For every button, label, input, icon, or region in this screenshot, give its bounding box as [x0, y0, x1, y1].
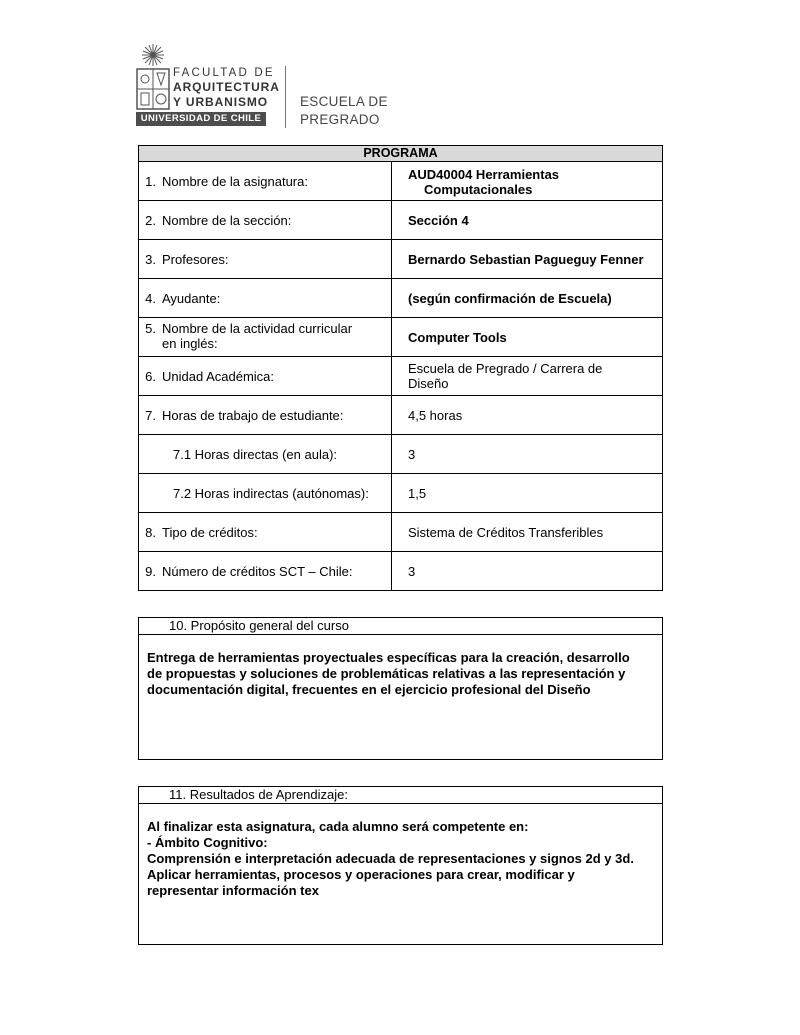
- row-value-cell: [392, 162, 662, 200]
- row-label-cell: [139, 318, 392, 356]
- row-number: 9.: [145, 563, 156, 579]
- programa-table: [138, 145, 663, 591]
- subject-code-name: AUD40004 Herramientas: [408, 167, 560, 182]
- purpose-section: [138, 617, 663, 760]
- faculty-logo: [136, 42, 280, 126]
- outcomes-line: Al finalizar esta asignatura, cada alumno será competente en:: [147, 819, 529, 834]
- table-row: [139, 162, 662, 200]
- row-number: 3.: [145, 251, 156, 267]
- faculty-name-line1: FACULTAD DE: [173, 67, 275, 79]
- purpose-line: documentación digital, frecuentes en el ejercicio profesional del Diseño: [147, 682, 591, 697]
- row-number: 5.: [145, 321, 156, 336]
- row-value: 3: [408, 446, 416, 462]
- purpose-line: Entrega de herramientas proyectuales específicas para la creación, desarrollo: [147, 650, 630, 665]
- row-label: Nombre de la asignatura:: [162, 173, 308, 189]
- row-number: 2.: [145, 212, 156, 228]
- table-row: [139, 317, 662, 356]
- programa-title: PROGRAMA: [139, 146, 662, 162]
- learning-outcomes-section: [138, 786, 663, 945]
- table-row: [139, 278, 662, 317]
- row-value: Sistema de Créditos Transferibles: [408, 524, 604, 540]
- subject-name-cont: Computacionales: [424, 182, 533, 197]
- table-row: [139, 239, 662, 278]
- university-crest-icon: [136, 42, 170, 112]
- row-label: 7.1 Horas directas (en aula):: [139, 435, 392, 473]
- purpose-line: de propuestas y soluciones de problemáticas relativas a las representación y: [147, 666, 626, 681]
- outcomes-line: Aplicar herramientas, procesos y operaciones para crear, modificar y: [147, 867, 575, 882]
- faculty-name-line2: ARQUITECTURA: [173, 80, 280, 94]
- row-value-cell: [392, 357, 662, 395]
- row-value: 4,5 horas: [408, 407, 463, 423]
- row-label: Profesores:: [162, 251, 229, 267]
- row-label: Número de créditos SCT – Chile:: [162, 563, 353, 579]
- row-label-cell: [139, 513, 392, 551]
- university-name-bar: UNIVERSIDAD DE CHILE: [136, 112, 266, 126]
- row-value: Bernardo Sebastian Pagueguy Fenner: [408, 251, 644, 267]
- row-value: Escuela de Pregrado / Carrera de: [408, 361, 603, 376]
- row-number: 4.: [145, 290, 156, 306]
- faculty-name-line3: Y URBANISMO: [173, 95, 269, 109]
- table-row: [139, 395, 662, 434]
- school-name: [300, 93, 388, 129]
- row-value: 1,5: [408, 485, 427, 501]
- outcomes-line: - Ámbito Cognitivo:: [147, 835, 268, 850]
- school-name-line1: ESCUELA DE: [300, 94, 388, 109]
- purpose-body: [139, 635, 662, 698]
- row-label: Tipo de créditos:: [162, 524, 258, 540]
- header-divider: [285, 66, 286, 128]
- table-row: [139, 200, 662, 239]
- learning-outcomes-heading: 11. Resultados de Aprendizaje:: [139, 787, 662, 804]
- row-number: 6.: [145, 368, 156, 384]
- row-number: 1.: [145, 173, 156, 189]
- row-label-cell: [139, 279, 392, 317]
- purpose-heading: 10. Propósito general del curso: [139, 618, 662, 635]
- row-label: Horas de trabajo de estudiante:: [162, 407, 344, 423]
- outcomes-line: representar información tex: [147, 883, 319, 898]
- row-value: 3: [408, 563, 416, 579]
- row-value-cont: Diseño: [408, 376, 449, 391]
- row-label: Nombre de la sección:: [162, 212, 292, 228]
- table-row: [139, 473, 662, 512]
- outcomes-line: Comprensión e interpretación adecuada de representaciones y signos 2d y 3d.: [147, 851, 634, 866]
- row-label-cont: en inglés:: [162, 336, 218, 351]
- row-label: Unidad Académica:: [162, 368, 275, 384]
- learning-outcomes-body: [139, 804, 662, 899]
- table-row: [139, 434, 662, 473]
- row-label: 7.2 Horas indirectas (autónomas):: [139, 474, 392, 512]
- table-row: [139, 512, 662, 551]
- table-row: [139, 551, 662, 590]
- row-label-cell: [139, 552, 392, 590]
- row-label-cell: [139, 357, 392, 395]
- school-name-line2: PREGRADO: [300, 112, 380, 127]
- row-label-cell: [139, 240, 392, 278]
- row-number: 8.: [145, 524, 156, 540]
- row-value: Computer Tools: [408, 329, 507, 345]
- row-value: (según confirmación de Escuela): [408, 290, 612, 306]
- row-label-cell: [139, 396, 392, 434]
- row-label-cell: [139, 201, 392, 239]
- row-value: Sección 4: [408, 212, 469, 228]
- row-label: Ayudante:: [162, 290, 221, 306]
- row-label-cell: [139, 162, 392, 200]
- row-label: Nombre de la actividad curricular: [162, 321, 353, 336]
- row-number: 7.: [145, 407, 156, 423]
- table-row: [139, 356, 662, 395]
